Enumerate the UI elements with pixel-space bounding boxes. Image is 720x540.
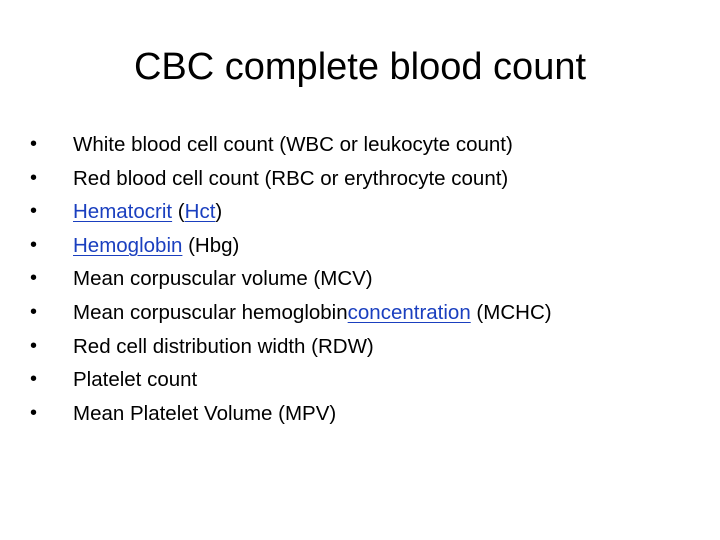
bullet-item	[30, 195, 552, 229]
hyperlink[interactable]: Hematocrit	[73, 200, 173, 224]
bullet-dot-icon: •	[30, 200, 38, 223]
bullet-dot-icon: •	[30, 401, 38, 424]
bullet-item	[30, 296, 552, 330]
bullet-dot-icon: •	[30, 334, 38, 357]
bullet-item	[30, 363, 552, 397]
bullet-text: Mean Platelet Volume (MPV)	[73, 401, 337, 425]
bullet-text: Platelet count	[73, 368, 198, 392]
bullet-text: (	[172, 200, 185, 224]
bullet-text: Mean corpuscular hemoglobin	[73, 300, 348, 324]
hyperlink[interactable]: concentration	[347, 300, 471, 324]
bullet-item	[30, 162, 552, 196]
bullet-dot-icon: •	[30, 300, 38, 323]
bullet-text: )	[215, 200, 223, 224]
bullet-dot-icon: •	[30, 368, 38, 391]
bullet-dot-icon: •	[30, 166, 38, 189]
bullet-text: (Hbg)	[182, 233, 240, 257]
bullet-dot-icon: •	[30, 233, 38, 256]
bullet-text: White blood cell count (WBC or leukocyte count)	[73, 133, 513, 156]
bullet-item	[30, 397, 552, 431]
bullet-text: Red blood cell count (RBC or erythrocyte count)	[73, 166, 509, 190]
bullet-dot-icon: •	[30, 133, 38, 155]
bullet-dot-icon: •	[30, 267, 38, 290]
bullet-list	[30, 128, 552, 430]
hyperlink[interactable]: Hemoglobin	[73, 233, 183, 257]
bullet-text: (MCHC)	[470, 300, 552, 324]
hyperlink[interactable]: Hct	[184, 200, 216, 224]
bullet-item	[30, 229, 552, 263]
bullet-text: Mean corpuscular volume (MCV)	[73, 267, 373, 291]
bullet-text: Red cell distribution width (RDW)	[73, 334, 374, 358]
bullet-item	[30, 262, 552, 296]
bullet-item	[30, 330, 552, 364]
bullet-item	[30, 128, 552, 162]
slide-title: CBC complete blood count	[133, 46, 587, 88]
